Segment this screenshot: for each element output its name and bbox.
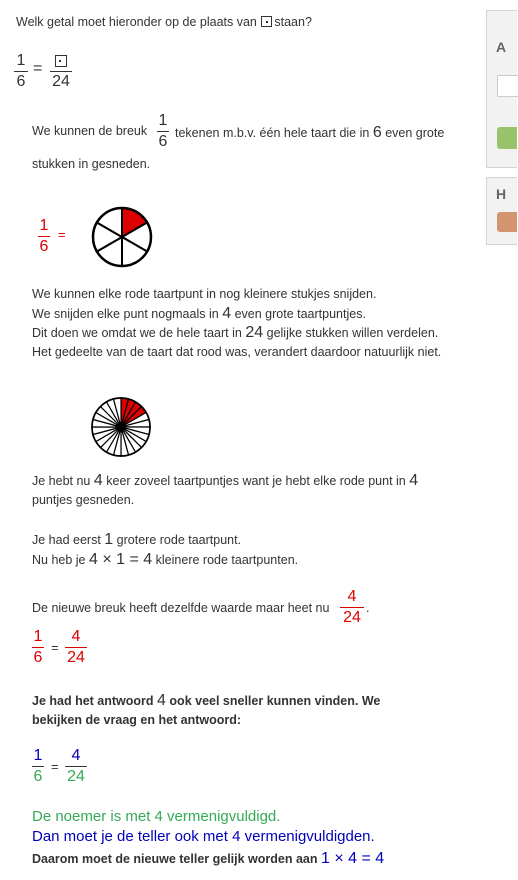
faster-line-1: Je had het antwoord 4 ook veel sneller kunnen vinden. We xyxy=(32,692,381,709)
intro-line-1-rest: tekenen m.b.v. één hele taart die in 6 even grote xyxy=(175,124,445,141)
intro-fraction: 1 6 xyxy=(158,112,168,150)
conclusion-green: De noemer is met 4 vermenigvuldigd. xyxy=(32,808,281,825)
cut-line-1: We kunnen elke rode taartpunt in nog kleinere stukjes snijden. xyxy=(32,287,377,301)
question-text-after: staan? xyxy=(274,15,312,29)
count-line-1: Je had eerst 1 grotere rode taartpunt. xyxy=(32,531,242,548)
eq-color-equals: = xyxy=(51,759,59,774)
new-fraction-period: . xyxy=(366,601,370,615)
check-button[interactable] xyxy=(497,127,517,149)
conclusion-final: Daarom moet de nieuwe teller gelijk worden aan 1 × 4 = 4 xyxy=(32,850,385,867)
question-fraction-right xyxy=(50,51,72,92)
faster-line-2: bekijken de vraag en het antwoord: xyxy=(32,713,242,727)
count-line-2: Nu heb je 4 × 1 = 4 kleinere rode taartpunten. xyxy=(32,551,299,568)
cut-line-4: Het gedeelte van de taart dat rood was, verandert daardoor natuurlijk niet. xyxy=(32,345,442,359)
eq-red-equals: = xyxy=(51,640,59,655)
eq-red-left-fraction: 1 6 xyxy=(33,628,43,666)
fraction-numerator: 1 xyxy=(16,52,26,69)
intro-line-2: stukken in gesneden. xyxy=(32,157,151,171)
placeholder-box-icon xyxy=(55,55,67,67)
sidebar-panel-title: H xyxy=(496,186,507,202)
sidebar-panel-title: A xyxy=(496,39,507,55)
fraction-denominator: 24 xyxy=(52,73,70,90)
pie1-equals: = xyxy=(58,227,66,242)
question-equals: = xyxy=(33,60,43,77)
cut-line-3: Dit doen we omdat we de hele taart in 24 gelijke stukken willen verdelen. xyxy=(32,324,439,341)
times-line-1: Je hebt nu 4 keer zoveel taartpuntjes want je hebt elke rode punt in 4 xyxy=(32,472,419,489)
pie1-fraction: 1 6 xyxy=(39,217,49,255)
eq-color-left-fraction: 1 6 xyxy=(33,747,43,785)
sidebar-panel-answer xyxy=(486,10,517,168)
question-fraction-left xyxy=(14,51,28,92)
fraction-denominator: 6 xyxy=(16,73,26,90)
pie-chart-sixths xyxy=(90,205,154,269)
question-text xyxy=(16,15,312,29)
conclusion-blue: Dan moet je de teller ook met 4 vermenigvuldigden. xyxy=(32,828,375,845)
placeholder-box-icon xyxy=(261,16,272,27)
sidebar-panel-help xyxy=(486,177,517,245)
intro-line-1: We kunnen de breuk xyxy=(32,124,148,138)
hint-button[interactable] xyxy=(497,212,517,232)
fraction-numerator-placeholder xyxy=(54,51,69,71)
new-fraction-text: De nieuwe breuk heeft dezelfde waarde maar heet nu xyxy=(32,601,330,615)
pie-chart-twentyfourths xyxy=(89,395,153,459)
eq-color-right-fraction: 4 24 xyxy=(65,746,87,787)
new-fraction: 4 24 xyxy=(340,587,364,628)
cut-line-2: We snijden elke punt nogmaals in 4 even grote taartpuntjes. xyxy=(32,305,366,322)
question-text-before: Welk getal moet hieronder op de plaats van xyxy=(16,15,257,29)
times-line-2: puntjes gesneden. xyxy=(32,493,135,507)
answer-input[interactable] xyxy=(497,75,518,97)
eq-red-right-fraction: 4 24 xyxy=(65,627,87,668)
